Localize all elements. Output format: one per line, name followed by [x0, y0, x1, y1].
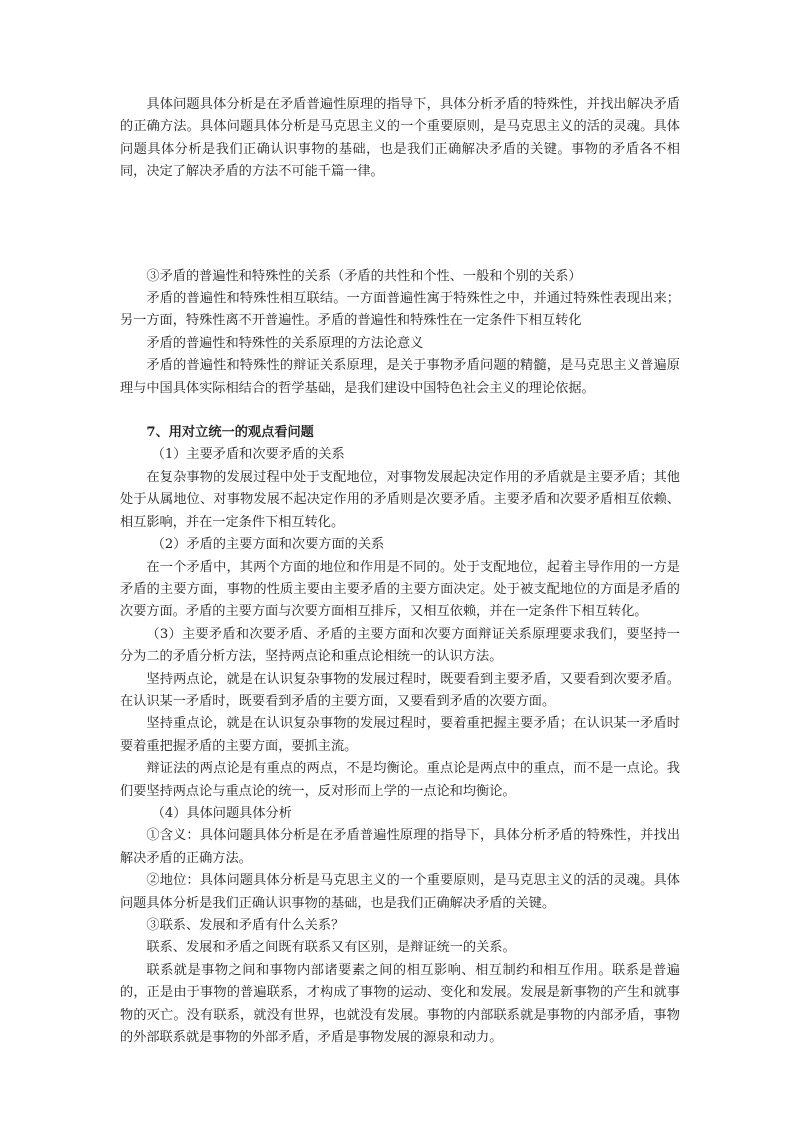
- paragraph-methodology-title: 矛盾的普遍性和特殊性的关系原理的方法论意义: [146, 335, 424, 351]
- paragraph-meaning: ①含义：具体问题具体分析是在矛盾普遍性原理的指导下，具体分析矛盾的特殊性，并找出解决矛盾的正确方法。: [120, 828, 680, 866]
- subheading-4: （4）具体问题具体分析: [151, 805, 292, 821]
- paragraph-dialectic-unity: 辩证法的两点论是有重点的两点，不是均衡论。重点论是两点中的重点，而不是一点论。我们要坚持两点论与重点论的统一，反对形而上学的一点论和均衡论。: [120, 761, 680, 799]
- paragraph-universality-particularity-link: 矛盾的普遍性和特殊性相互联结。一方面普遍性寓于特殊性之中，并通过特殊性表现出来；另一方面，特殊性离不开普遍性。矛盾的普遍性和特殊性在一定条件下相互转化: [120, 291, 680, 329]
- paragraph-main-aspect: 在一个矛盾中，其两个方面的地位和作用是不同的。处于支配地位，起着主导作用的一方是矛盾的主要方面，事物的性质主要由主要矛盾的主要方面决定。处于被支配地位的方面是矛盾的次要方面。矛盾的主要方面与次要方面相互排斥，又相互依赖，并在一定条件下相互转化。: [120, 559, 680, 620]
- paragraph-specific-analysis: 具体问题具体分析是在矛盾普遍性原理的指导下，具体分析矛盾的特殊性，并找出解决矛盾的正确方法。具体问题具体分析是马克思主义的一个重要原则，是马克思主义的活的灵魂。具体问题具体分析是我们正确认识事物的基础，也是我们正确解决矛盾的关键。事物的矛盾各不相同，决定了解决矛盾的方法不可能千篇一律。: [120, 97, 680, 180]
- paragraph-methodology-content: 矛盾的普遍性和特殊性的辩证关系原理，是关于事物矛盾问题的精髓，是马克思主义普遍原理与中国具体实际相结合的哲学基础，是我们建设中国特色社会主义的理论依据。: [120, 358, 680, 396]
- subheading-1: （1）主要矛盾和次要矛盾的关系: [151, 447, 345, 463]
- blank-gap: [120, 184, 680, 266]
- paragraph-question: ③联系、发展和矛盾有什么关系？: [146, 918, 345, 933]
- paragraph-two-point-theory: 坚持两点论，就是在认识复杂事物的发展过程时，既要看到主要矛盾，又要看到次要矛盾。在认识某一矛盾时，既要看到矛盾的主要方面，又要看到矛盾的次要方面。: [120, 671, 680, 709]
- paragraph-key-point-theory: 坚持重点论，就是在认识复杂事物的发展过程时，要着重把握主要矛盾；在认识某一矛盾时要着重把握矛盾的主要方面，要抓主流。: [120, 716, 680, 754]
- document-page: [120, 94, 680, 1049]
- section-heading-7: 7、用对立统一的观点看问题: [146, 425, 314, 441]
- paragraph-requirement-3: （3）主要矛盾和次要矛盾、矛盾的主要方面和次要方面辩证关系原理要求我们，要坚持一分为二的矛盾分析方法，坚持两点论和重点论相统一的认识方法。: [120, 626, 680, 665]
- paragraph-universality-particularity-title: ③矛盾的普遍性和特殊性的关系（矛盾的共性和个性、一般和个别的关系）: [146, 268, 582, 284]
- paragraph-status: ②地位：具体问题具体分析是马克思主义的一个重要原则，是马克思主义的活的灵魂。具体问题具体分析是我们正确认识事物的基础，也是我们正确解决矛盾的关键。: [120, 873, 680, 911]
- paragraph-relationship: 联系、发展和矛盾之间既有联系又有区别，是辩证统一的关系。: [146, 940, 516, 956]
- blank-gap: [120, 400, 680, 422]
- subheading-2: （2）矛盾的主要方面和次要方面的关系: [151, 537, 385, 553]
- paragraph-connection-development: 联系就是事物之间和事物内部诸要素之间的相互影响、相互制约和相互作用。联系是普遍的，正是由于事物的普遍联系，才构成了事物的运动、变化和发展。发展是新事物的产生和就事物的灭亡。没有联系，就没有世界，也就没有发展。事物的内部联系就是事物的内部矛盾，事物的外部联系就是事物的外部矛盾，矛盾是事物发展的源泉和动力。: [120, 962, 680, 1046]
- paragraph-main-contradiction: 在复杂事物的发展过程中处于支配地位，对事物发展起决定作用的矛盾就是主要矛盾；其他处于从属地位、对事物发展不起决定作用的矛盾则是次要矛盾。主要矛盾和次要矛盾相互依赖、相互影响，并在一定条件下相互转化。: [120, 469, 680, 530]
